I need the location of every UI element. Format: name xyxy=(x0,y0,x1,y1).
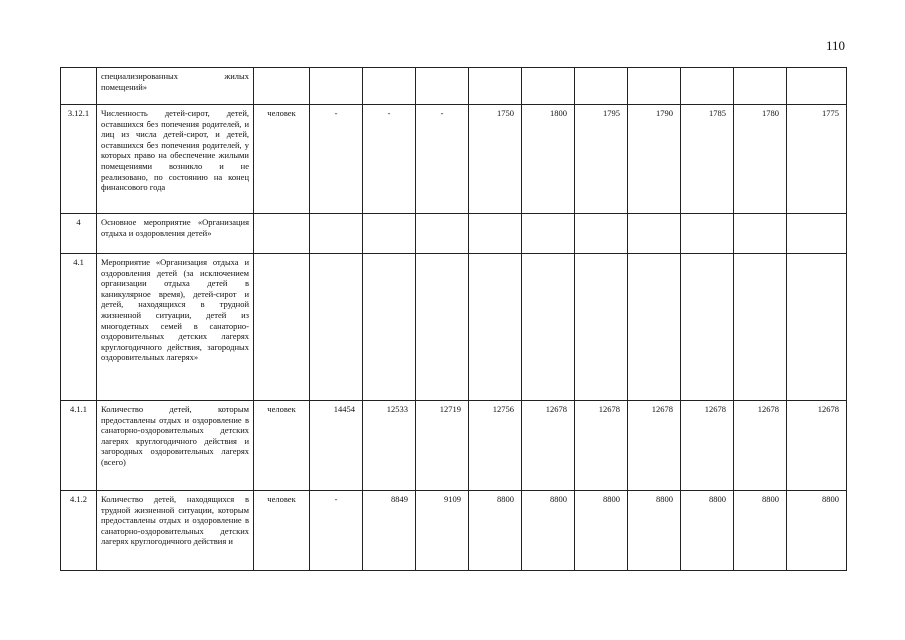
value-cell: 1775 xyxy=(787,105,847,214)
value-cell: 1785 xyxy=(681,105,734,214)
value-cell: 8800 xyxy=(522,491,575,571)
value-cell: 1750 xyxy=(469,105,522,214)
value-cell: 12678 xyxy=(628,401,681,491)
value-cell xyxy=(575,254,628,401)
row-unit: человек xyxy=(254,491,310,571)
row-unit xyxy=(254,68,310,105)
value-cell: 12678 xyxy=(522,401,575,491)
row-number: 4.1.1 xyxy=(61,401,97,491)
row-name: Численность детей-сирот, детей, оставшихся без попечения родителей, и лиц из числа детей-сирот, и детей, оставшихся без попечения родителей, у которых право на обеспечение жилыми помещениями возникло и не реализовано, по состоянию на конец финансового года xyxy=(97,105,254,214)
row-number: 3.12.1 xyxy=(61,105,97,214)
value-cell xyxy=(575,68,628,105)
value-cell: 1795 xyxy=(575,105,628,214)
value-cell: 12678 xyxy=(734,401,787,491)
value-cell: 12719 xyxy=(416,401,469,491)
row-unit xyxy=(254,214,310,254)
value-cell: - xyxy=(310,105,363,214)
value-cell xyxy=(787,68,847,105)
value-cell xyxy=(628,214,681,254)
value-cell xyxy=(787,214,847,254)
row-unit xyxy=(254,254,310,401)
value-cell: 12678 xyxy=(681,401,734,491)
table-row xyxy=(61,254,847,401)
value-cell xyxy=(469,214,522,254)
table-row xyxy=(61,68,847,105)
value-cell: 1800 xyxy=(522,105,575,214)
value-cell xyxy=(681,68,734,105)
row-name: специализированных жилых помещений» xyxy=(97,68,254,105)
row-name: Количество детей, находящихся в трудной жизненной ситуации, которым предоставлены отдых и оздоровление в санаторно-оздоровительных детских лагерях круглогодичного действия и xyxy=(97,491,254,571)
value-cell: 8800 xyxy=(681,491,734,571)
row-name: Мероприятие «Организация отдыха и оздоровления детей (за исключением организации отдыха детей в каникулярное время), детей-сирот и детей, находящихся в трудной жизненной ситуации, детей из многодетных семей в санаторно-оздоровительных детских лагерях круглогодичного действия, загородных оздоровительных лагерях» xyxy=(97,254,254,401)
value-cell xyxy=(734,68,787,105)
value-cell: 12756 xyxy=(469,401,522,491)
value-cell: 12678 xyxy=(787,401,847,491)
value-cell xyxy=(787,254,847,401)
row-unit: человек xyxy=(254,401,310,491)
row-number: 4.1.2 xyxy=(61,491,97,571)
value-cell: - xyxy=(310,491,363,571)
value-cell xyxy=(469,254,522,401)
value-cell: 8800 xyxy=(787,491,847,571)
value-cell xyxy=(416,214,469,254)
table-row xyxy=(61,105,847,214)
row-name: Количество детей, которым предоставлены отдых и оздоровление в санаторно-оздоровительных детских лагерях круглогодичного действия и загородных оздоровительных лагерях (всего) xyxy=(97,401,254,491)
value-cell xyxy=(681,214,734,254)
value-cell xyxy=(522,214,575,254)
value-cell xyxy=(310,254,363,401)
table-row xyxy=(61,491,847,571)
row-number: 4.1 xyxy=(61,254,97,401)
value-cell: - xyxy=(363,105,416,214)
value-cell xyxy=(681,254,734,401)
value-cell xyxy=(363,68,416,105)
value-cell xyxy=(734,254,787,401)
row-number xyxy=(61,68,97,105)
value-cell: 8849 xyxy=(363,491,416,571)
indicators-table xyxy=(60,67,847,571)
value-cell xyxy=(416,254,469,401)
table-row xyxy=(61,401,847,491)
row-number: 4 xyxy=(61,214,97,254)
table-row xyxy=(61,214,847,254)
value-cell: 1780 xyxy=(734,105,787,214)
row-unit: человек xyxy=(254,105,310,214)
value-cell: - xyxy=(416,105,469,214)
value-cell: 1790 xyxy=(628,105,681,214)
value-cell xyxy=(522,254,575,401)
value-cell xyxy=(310,68,363,105)
page-number: 110 xyxy=(825,38,845,53)
value-cell xyxy=(416,68,469,105)
value-cell xyxy=(628,68,681,105)
value-cell: 8800 xyxy=(628,491,681,571)
value-cell: 8800 xyxy=(734,491,787,571)
value-cell: 12533 xyxy=(363,401,416,491)
value-cell: 9109 xyxy=(416,491,469,571)
value-cell xyxy=(363,214,416,254)
value-cell xyxy=(522,68,575,105)
value-cell xyxy=(734,214,787,254)
value-cell: 12678 xyxy=(575,401,628,491)
row-name: Основное мероприятие «Организация отдыха и оздоровления детей» xyxy=(97,214,254,254)
value-cell: 8800 xyxy=(575,491,628,571)
value-cell xyxy=(469,68,522,105)
value-cell: 14454 xyxy=(310,401,363,491)
value-cell xyxy=(628,254,681,401)
value-cell: 8800 xyxy=(469,491,522,571)
value-cell xyxy=(310,214,363,254)
value-cell xyxy=(363,254,416,401)
value-cell xyxy=(575,214,628,254)
